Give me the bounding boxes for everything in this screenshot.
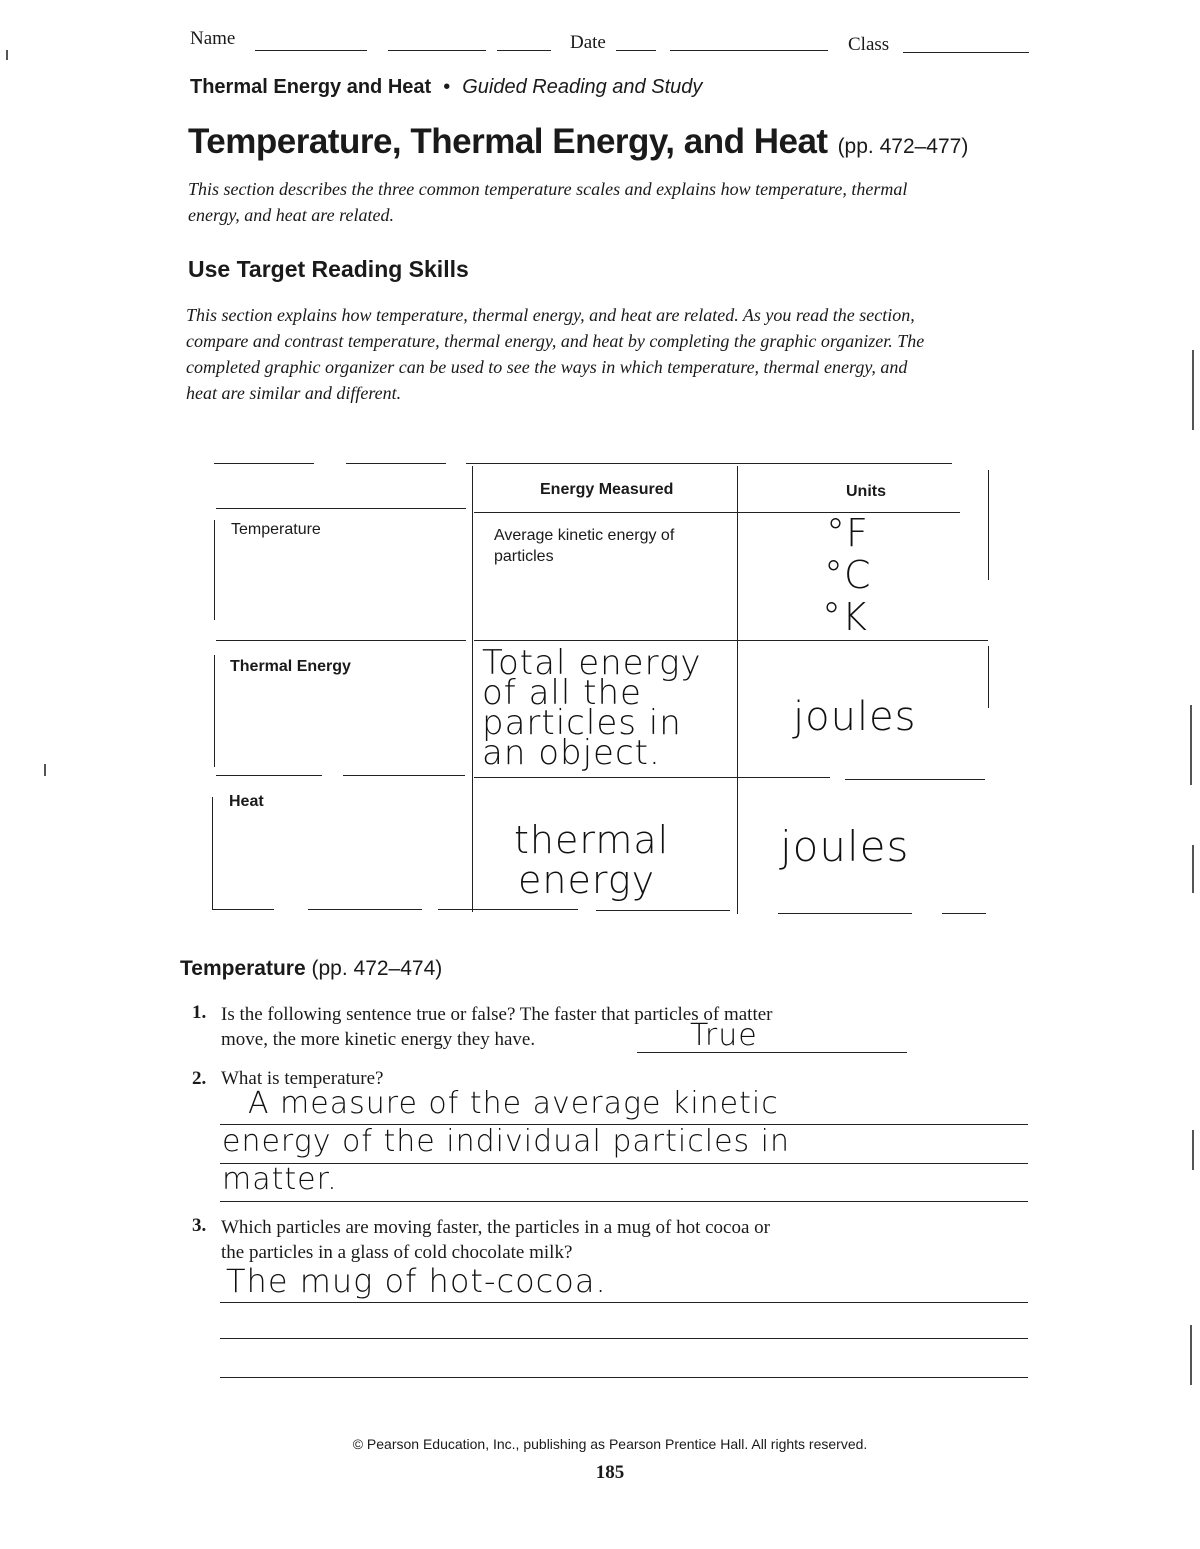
grid-line xyxy=(474,640,988,641)
scan-mark xyxy=(1192,1130,1194,1170)
hw-line: energy xyxy=(518,858,656,902)
grid-line xyxy=(474,512,960,513)
answer-line[interactable] xyxy=(220,1302,1028,1303)
page-title-text: Temperature, Thermal Energy, and Heat xyxy=(188,122,828,161)
questions-heading-title: Temperature xyxy=(180,957,306,980)
grid-line xyxy=(845,779,985,780)
grid-line xyxy=(216,640,466,641)
grid-line xyxy=(308,909,422,910)
question-text-line: Is the following sentence true or false? The faster that particles of matter xyxy=(221,1004,773,1025)
heat-units: joules xyxy=(780,822,910,871)
answer-line[interactable] xyxy=(637,1052,907,1053)
temperature-energy-measured: Average kinetic energy of particles xyxy=(494,527,675,565)
worksheet-type: Guided Reading and Study xyxy=(462,76,703,98)
copyright-footer: © Pearson Education, Inc., publishing as Pearson Prentice Hall. All rights reserved. xyxy=(352,1436,868,1452)
question-2-answer-line-2[interactable]: energy of the individual particles in xyxy=(222,1124,791,1159)
grid-line xyxy=(214,520,215,620)
answer-line[interactable] xyxy=(220,1338,1028,1339)
scan-mark xyxy=(44,764,46,776)
question-1-text xyxy=(221,1002,941,1052)
question-text-line: the particles in a glass of cold chocolate milk? xyxy=(221,1242,573,1263)
question-1-answer[interactable]: True xyxy=(690,1018,758,1053)
unit-kelvin: °K xyxy=(822,595,868,639)
grid-line xyxy=(216,508,466,509)
grid-line xyxy=(216,775,322,776)
chapter-subhead xyxy=(190,76,702,99)
grid-line xyxy=(438,909,578,910)
grid-line xyxy=(214,655,215,767)
row-label-thermal-energy: Thermal Energy xyxy=(230,658,351,675)
name-line-3[interactable] xyxy=(497,50,551,51)
answer-line[interactable] xyxy=(220,1377,1028,1378)
scan-mark xyxy=(1192,845,1194,893)
unit-fahrenheit: °F xyxy=(826,511,869,555)
hw-line: an object. xyxy=(482,733,661,773)
grid-line xyxy=(737,466,738,914)
col-header-energy: Energy Measured xyxy=(540,481,674,498)
grid-line xyxy=(466,463,952,464)
grid-line xyxy=(212,909,274,910)
grid-line xyxy=(472,466,473,912)
scan-mark xyxy=(1190,1325,1192,1385)
col-header-units: Units xyxy=(846,483,886,500)
answer-line[interactable] xyxy=(220,1163,1028,1164)
hw-line: Total energy xyxy=(482,643,702,683)
question-2-text: What is temperature? xyxy=(221,1068,384,1089)
heat-energy-measured xyxy=(514,820,669,900)
skills-instructions: This section explains how temperature, thermal energy, and heat are related. As you read the section, compare and contrast temperature, thermal energy, and heat by completing the graphic organizer. The completed graphic organizer can be used to see the ways in which temperature, thermal energy, and heat are similar and different. xyxy=(186,305,925,403)
question-number: 1. xyxy=(192,1002,207,1023)
grid-line xyxy=(596,910,730,911)
hw-line: thermal xyxy=(514,818,670,862)
questions-heading-pages: (pp. 472–474) xyxy=(311,957,443,980)
grid-line xyxy=(942,913,986,914)
hw-line: of all the xyxy=(482,673,642,713)
thermal-energy-measured xyxy=(482,643,702,773)
question-3-answer[interactable]: The mug of hot-cocoa. xyxy=(226,1262,607,1300)
date-line-2[interactable] xyxy=(670,50,828,51)
page-title xyxy=(188,122,968,162)
grid-line xyxy=(212,797,213,909)
grid-line xyxy=(214,463,314,464)
answer-line[interactable] xyxy=(220,1201,1028,1202)
name-line-2[interactable] xyxy=(388,50,486,51)
name-label: Name xyxy=(190,28,236,49)
date-label: Date xyxy=(570,32,606,53)
question-2-answer-line-3[interactable]: matter. xyxy=(222,1162,338,1197)
date-line[interactable] xyxy=(616,50,656,51)
section-description: This section describes the three common temperature scales and explains how temperature, thermal energy, and heat are related. xyxy=(188,179,908,225)
hw-line: particles in xyxy=(482,703,682,743)
page-title-pages: (pp. 472–477) xyxy=(837,135,969,158)
grid-line xyxy=(778,913,912,914)
grid-line xyxy=(988,470,989,580)
page-number: 185 xyxy=(595,1462,625,1483)
question-number: 2. xyxy=(192,1068,207,1089)
grid-line xyxy=(343,775,465,776)
row-label-temperature: Temperature xyxy=(231,521,321,538)
question-number: 3. xyxy=(192,1215,207,1236)
questions-heading xyxy=(180,957,442,981)
row-label-heat: Heat xyxy=(229,793,264,810)
question-text-line: move, the more kinetic energy they have. xyxy=(221,1029,536,1050)
question-text-line: Which particles are moving faster, the particles in a mug of hot cocoa or xyxy=(221,1217,770,1238)
class-label: Class xyxy=(848,34,890,55)
skills-heading: Use Target Reading Skills xyxy=(188,256,469,282)
grid-line xyxy=(346,463,446,464)
grid-line xyxy=(988,646,989,708)
name-line[interactable] xyxy=(255,50,367,51)
chapter-title: Thermal Energy and Heat xyxy=(190,76,432,98)
scan-mark xyxy=(1190,705,1192,785)
unit-celsius: °C xyxy=(824,553,872,597)
question-3-text xyxy=(221,1215,951,1265)
temperature-units xyxy=(822,512,872,638)
thermal-energy-units: joules xyxy=(793,694,917,740)
grid-line xyxy=(474,777,830,778)
question-2-answer-line-1[interactable]: A measure of the average kinetic xyxy=(248,1086,779,1121)
scan-mark xyxy=(6,50,8,60)
separator-dot: • xyxy=(443,76,451,98)
class-line[interactable] xyxy=(903,52,1029,53)
scan-mark xyxy=(1192,350,1194,430)
